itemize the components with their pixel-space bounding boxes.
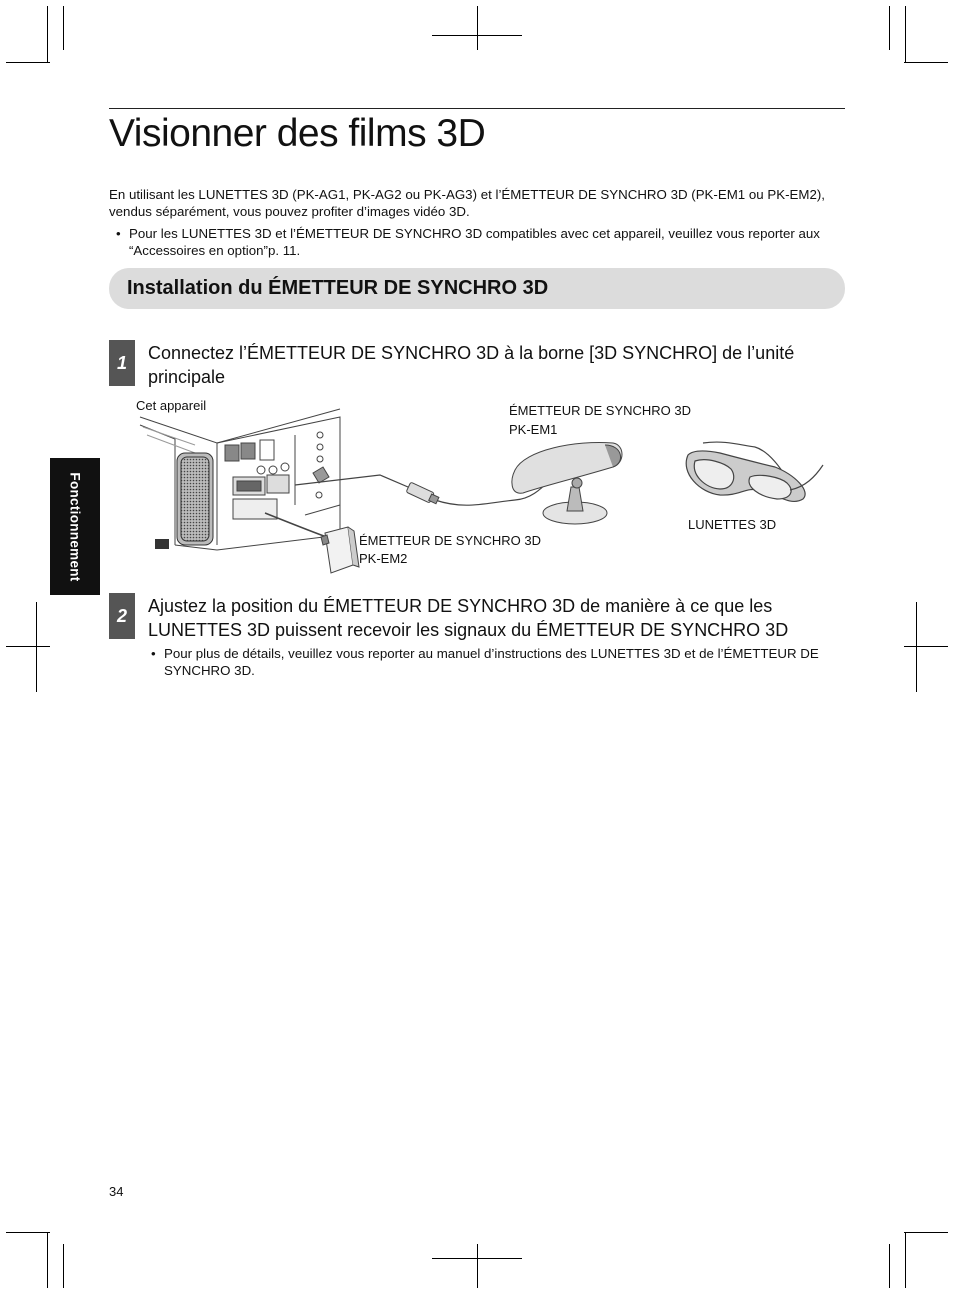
label-device: Cet appareil xyxy=(136,398,207,413)
step-2-bullet-text: Pour plus de détails, veuillez vous reporter au manuel d’instructions des LUNETTES 3D et de l’ÉMETTEUR DE SYNCHRO 3D. xyxy=(164,646,819,678)
intro-bullet-text: Pour les LUNETTES 3D et l’ÉMETTEUR DE SYNCHRO 3D compatibles avec cet appareil, veuillez vous reporter aux “Accessoires en option”p. 11. xyxy=(129,226,820,258)
em1-device xyxy=(512,442,622,524)
glasses-illustration xyxy=(686,442,823,501)
label-em1-line2: PK-EM1 xyxy=(509,422,558,437)
step-2-text: Ajustez la position du ÉMETTEUR DE SYNCHRO 3D de manière à ce que les LUNETTES 3D puissent recevoir les signaux du ÉMETTEUR DE SYNCHRO 3D xyxy=(148,596,789,640)
title-rule xyxy=(109,108,845,109)
em2-device xyxy=(321,527,359,573)
page-number: 34 xyxy=(109,1184,124,1199)
intro-paragraph: En utilisant les LUNETTES 3D (PK-AG1, PK-AG2 ou PK-AG3) et l’ÉMETTEUR DE SYNCHRO 3D (PK-EM1 ou PK-EM2), vendus séparément, vous pouvez profiter d’images vidéo 3D. xyxy=(109,187,826,219)
em1-cable-a xyxy=(295,475,415,490)
label-glasses: LUNETTES 3D xyxy=(688,517,777,532)
step-2-bullet xyxy=(151,645,848,679)
side-tab-label: Fonctionnement xyxy=(67,471,83,582)
step-2-number: 2 xyxy=(109,593,135,639)
connection-illustration xyxy=(135,395,835,580)
side-tab xyxy=(50,458,100,595)
step-1-number: 1 xyxy=(109,340,135,386)
intro-bullet xyxy=(116,225,845,259)
section-title: Installation du ÉMETTEUR DE SYNCHRO 3D xyxy=(127,277,549,299)
label-em2-line2: PK-EM2 xyxy=(359,551,408,566)
label-em1-line1: ÉMETTEUR DE SYNCHRO 3D xyxy=(509,403,692,418)
section-header xyxy=(109,268,845,309)
label-em2-line1: ÉMETTEUR DE SYNCHRO 3D xyxy=(359,533,542,548)
em1-plug xyxy=(406,482,440,505)
bullet-glyph: • xyxy=(151,646,156,661)
page-title: Visionner des films 3D xyxy=(109,112,486,155)
projector-illustration xyxy=(140,409,340,550)
bullet-glyph: • xyxy=(116,226,121,241)
step-1-text: Connectez l’ÉMETTEUR DE SYNCHRO 3D à la borne [3D SYNCHRO] de l’unité principale xyxy=(148,343,795,387)
